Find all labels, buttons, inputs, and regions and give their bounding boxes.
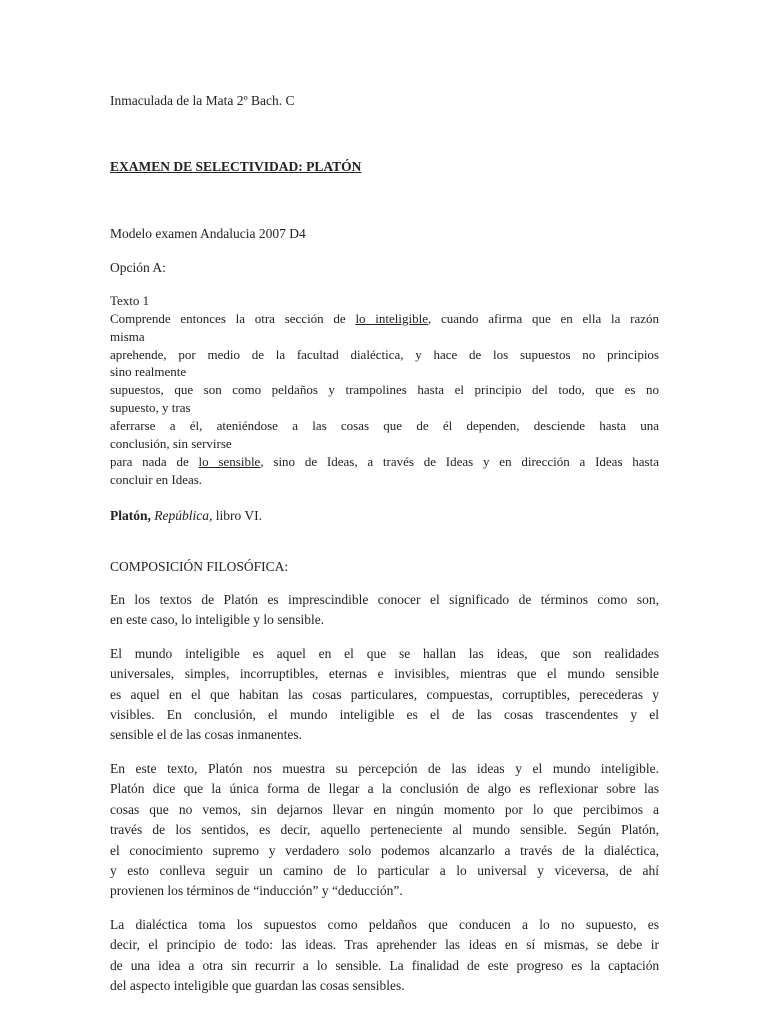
quote-line: supuestos, que son como peldaños y trampolines hasta el principio del todo, que es no [110, 382, 659, 397]
quote-line: conclusión, sin servirse [110, 436, 232, 451]
paragraph-line: del aspecto inteligible que guardan las cosas sensibles. [110, 978, 405, 993]
paragraph-line: cosas que no vemos, sin dejarnos llevar en ningún momento por lo que percibimos a [110, 802, 659, 817]
term-inteligible: lo inteligible [355, 311, 429, 326]
paragraph-line: Platón dice que la única forma de llegar a la conclusión de algo es reflexionar sobre las [110, 781, 659, 796]
paragraph-line: través de los sentidos, es decir, aquello perteneciente al mundo sensible. Según Platón, [110, 822, 659, 837]
option-label: Opción A: [110, 260, 166, 275]
quote-line: para nada de lo sensible, sino de Ideas, a través de Ideas y en dirección a Ideas hasta [110, 454, 660, 469]
quote-line: supuesto, y tras [110, 400, 191, 415]
text-label: Texto 1 [110, 293, 150, 308]
citation-author: Platón, [110, 508, 151, 523]
paragraph-line: La dialéctica toma los supuestos como peldaños que conducen a lo no supuesto, es [110, 917, 659, 932]
citation-book: libro VI. [215, 508, 262, 523]
citation [110, 507, 262, 525]
paragraph-line: en este caso, lo inteligible y lo sensible. [110, 612, 325, 627]
section-heading: COMPOSICIÓN FILOSÓFICA: [110, 559, 289, 574]
paragraph-line: y esto conlleva seguir un camino de lo particular a lo universal y viceversa, de ahí [110, 863, 659, 878]
quote-line: concluir en Ideas. [110, 472, 203, 487]
paragraph-line: decir, el principio de todo: las ideas. Tras aprehender las ideas en sí mismas, se debe ir [110, 937, 659, 952]
author-line: Inmaculada de la Mata 2º Bach. C [110, 93, 295, 108]
quote-line: aferrarse a él, ateniéndose a las cosas que de él dependen, desciende hasta una [110, 418, 659, 433]
paragraph-line: En los textos de Platón es imprescindible conocer el significado de términos como son, [110, 592, 659, 607]
paragraph-line: visibles. En conclusión, el mundo inteligible es el de las cosas trascendentes y el [110, 707, 659, 722]
quote-line: aprehende, por medio de la facultad dialéctica, y hace de los supuestos no principios [110, 347, 659, 362]
quote-line: Comprende entonces la otra sección de lo inteligible, cuando afirma que en ella la razón [110, 311, 659, 326]
paragraph-line: provienen los términos de “inducción” y “deducción”. [110, 883, 403, 898]
citation-work: República, [154, 508, 213, 523]
paragraph-line: El mundo inteligible es aquel en el que se hallan las ideas, que son realidades [110, 646, 659, 661]
quote-line: sino realmente [110, 364, 187, 379]
quote-line: misma [110, 329, 145, 344]
exam-model: Modelo examen Andalucia 2007 D4 [110, 226, 306, 241]
paragraph-line: de una idea a otra sin recurrir a lo sensible. La finalidad de este progreso es la captación [110, 958, 659, 973]
term-sensible: lo sensible [198, 454, 261, 469]
paragraph-line: En este texto, Platón nos muestra su percepción de las ideas y el mundo inteligible. [110, 761, 659, 776]
paragraph-line: sensible el de las cosas inmanentes. [110, 727, 302, 742]
paragraph-line: universales, simples, incorruptibles, eternas e invisibles, mientras que el mundo sensible [110, 666, 659, 681]
paragraph-line: es aquel en el que habitan las cosas particulares, compuestas, corruptibles, perecederas y [110, 687, 659, 702]
document-title: EXAMEN DE SELECTIVIDAD: PLATÓN [110, 159, 362, 174]
paragraph-line: el conocimiento supremo y verdadero solo podemos alcanzarlo a través de la dialéctica, [110, 843, 659, 858]
